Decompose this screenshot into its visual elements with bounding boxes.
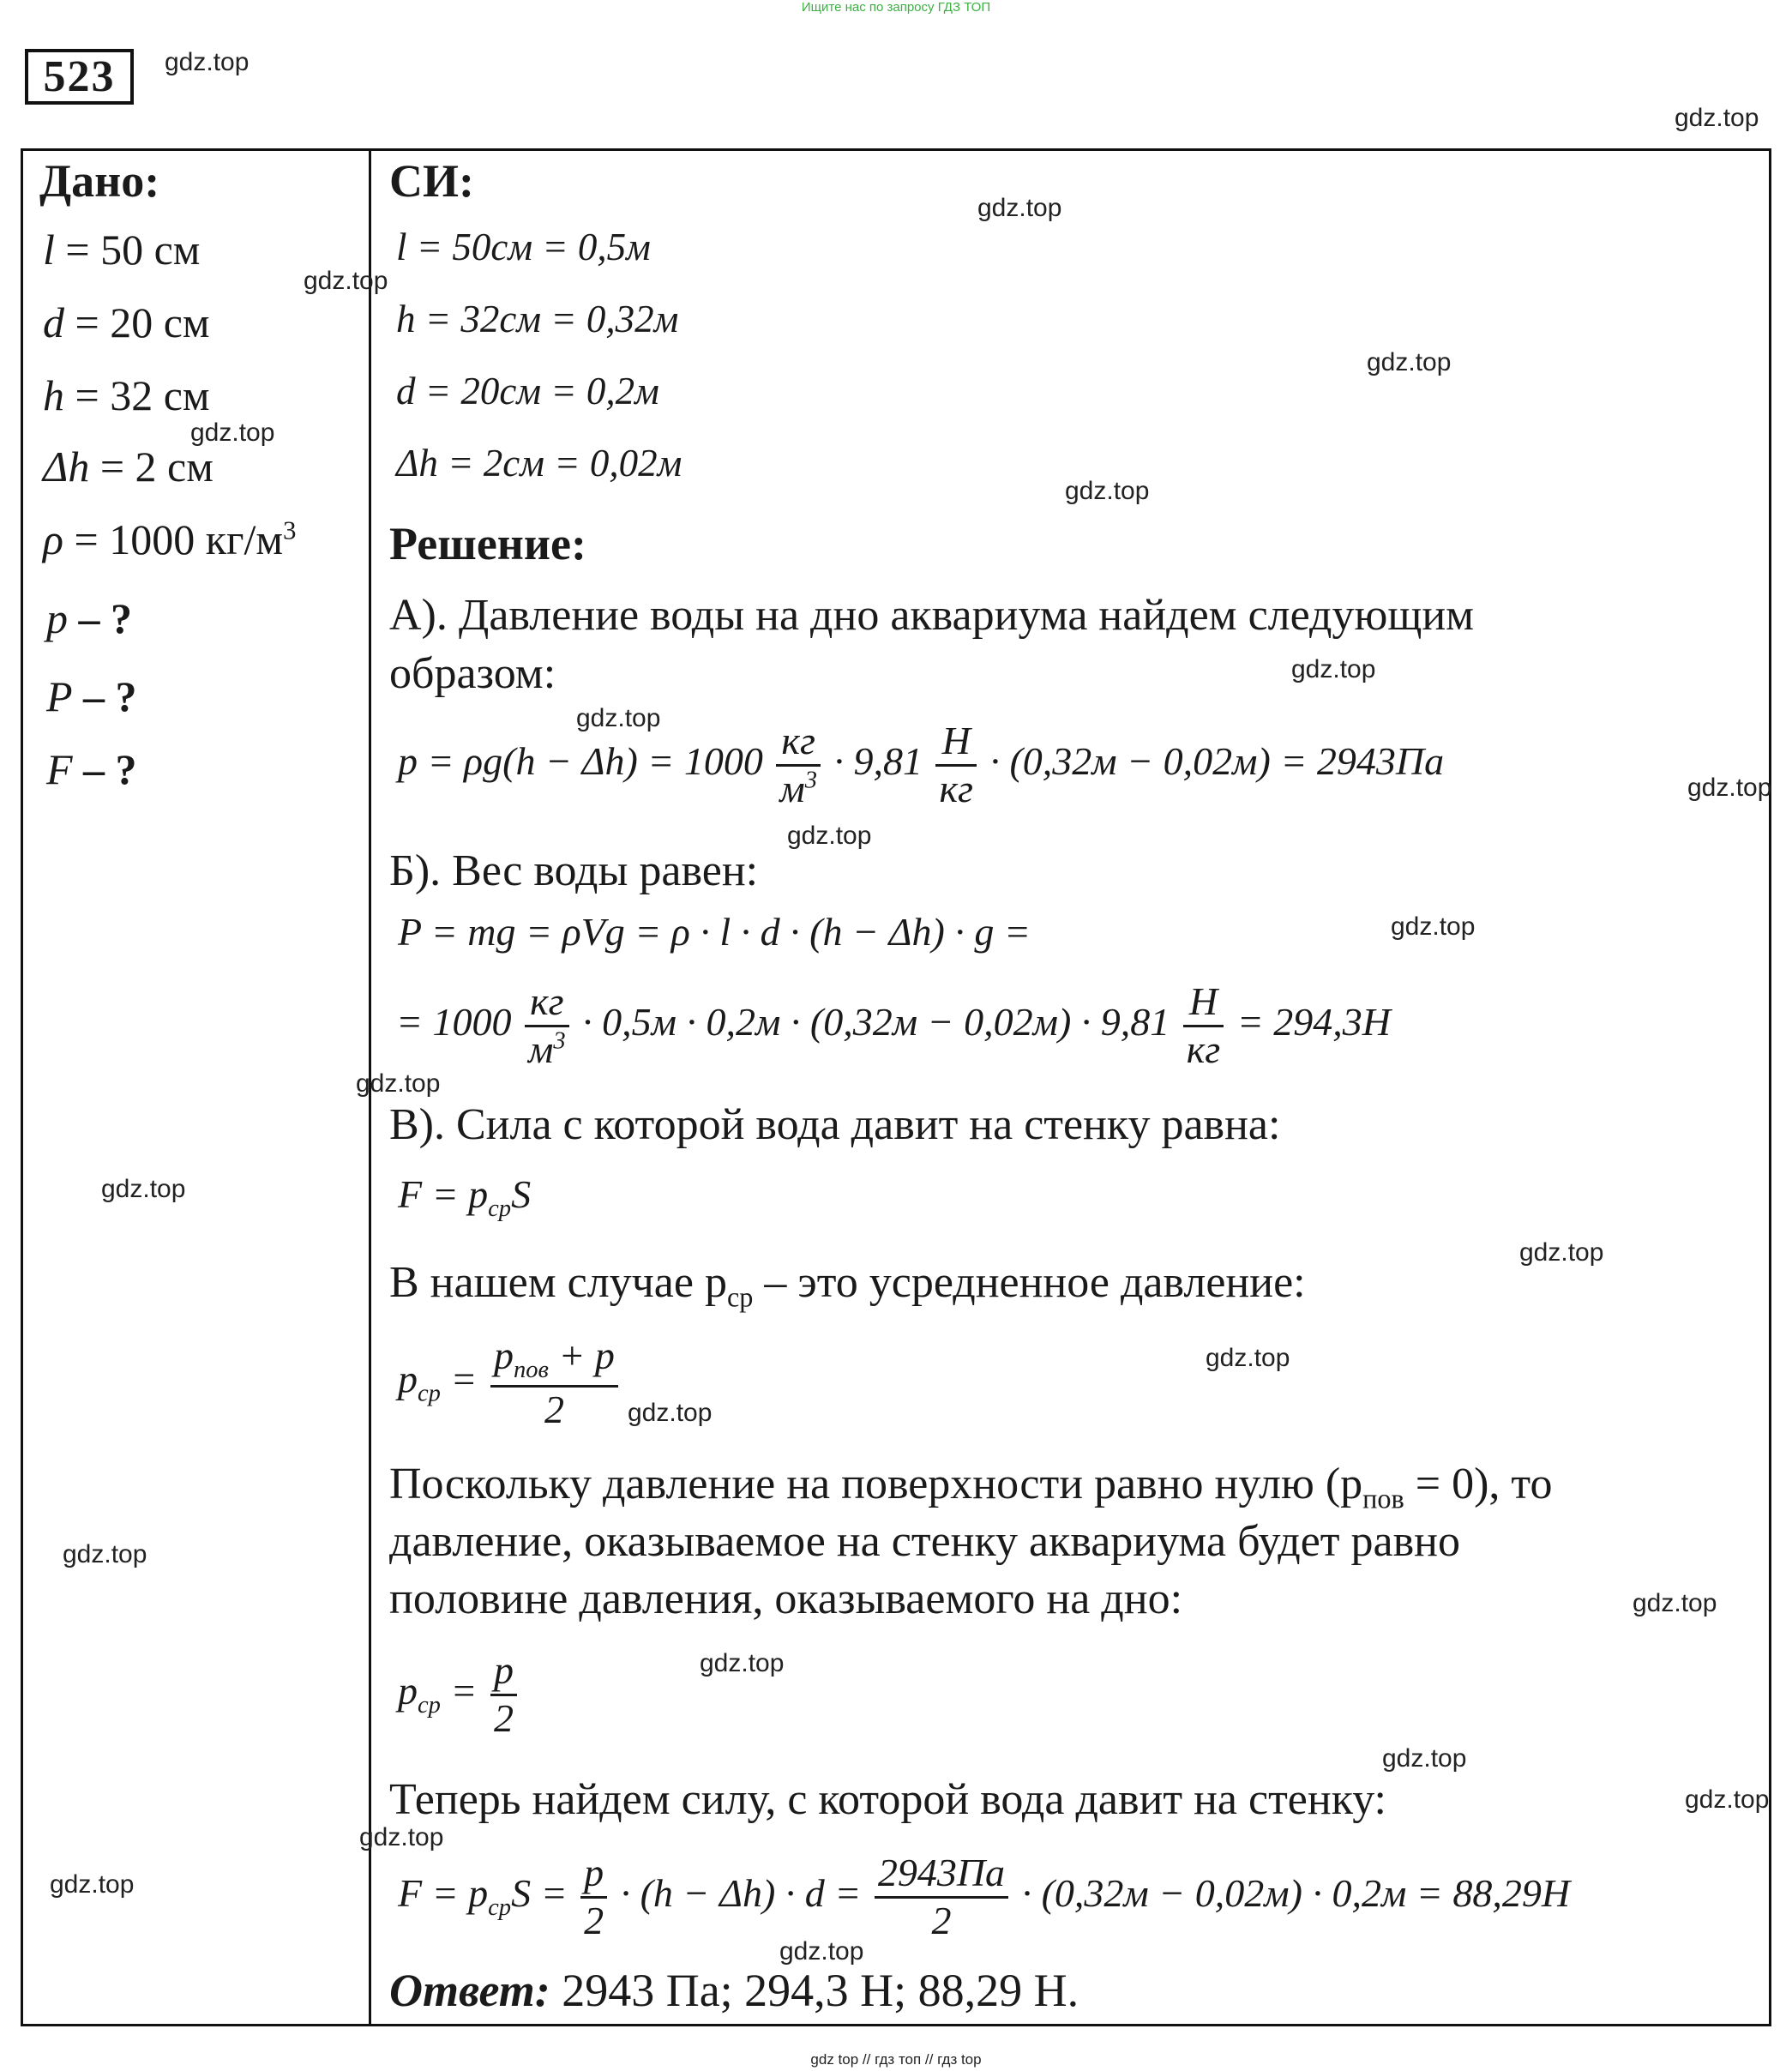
given-line-l: l = 50 см: [43, 226, 201, 274]
given-unknown-weight: P – ?: [46, 672, 137, 720]
fraction-n-per-kg: $\frac{Н}{кг}$: [935, 719, 976, 812]
part-a-text-cont: образом:: [389, 649, 556, 698]
watermark: gdz.top: [1391, 912, 1476, 941]
force-text: Теперь найдем силу, с которой вода давит на стенку:: [389, 1775, 1386, 1824]
watermark: gdz.top: [977, 194, 1062, 222]
surface-pressure-text-line-2: давление, оказываемое на стенку аквариума будет равно: [389, 1517, 1460, 1566]
part-c-text: В). Сила с которой вода давит на стенку равна:: [389, 1100, 1281, 1149]
given-unknown-force: F – ?: [46, 745, 137, 793]
watermark: gdz.top: [1367, 348, 1452, 376]
watermark: gdz.top: [700, 1649, 785, 1677]
force-definition-formula: $F = p_{ср}S$: [398, 1172, 532, 1223]
watermark: gdz.top: [50, 1870, 135, 1899]
weight-formula-line-2: = 1000 $\frac{кг}{м^3}$ · 0,5м · 0,2м · (0,32м − 0,02м) · 9,81 $\frac{Н}{кг}$ = 294,3Н: [396, 979, 1392, 1071]
solution-header: Решение:: [389, 518, 586, 569]
watermark: gdz.top: [1065, 477, 1150, 505]
watermark: gdz.top: [1291, 655, 1376, 683]
fraction-n-per-kg: $\frac{Н}{кг}$: [1183, 979, 1224, 1073]
given-line-delta-h: Δh = 2 см: [43, 442, 213, 491]
si-header: СИ:: [389, 155, 474, 207]
si-line-l: l = 50см = 0,5м: [396, 226, 651, 268]
watermark: gdz.top: [779, 1937, 864, 1966]
fraction-kg-per-m3: $\frac{кг}{м^3}$: [776, 719, 821, 812]
watermark: gdz.top: [576, 704, 661, 732]
given-line-h: h = 32 см: [43, 371, 210, 419]
watermark: gdz.top: [1382, 1744, 1467, 1773]
watermark: gdz.top: [1685, 1785, 1770, 1814]
watermark: gdz.top: [628, 1399, 713, 1427]
surface-pressure-text-line-3: половине давления, оказываемого на дно:: [389, 1574, 1183, 1623]
fraction-kg-per-m3: $\frac{кг}{м^3}$: [525, 979, 569, 1073]
watermark: gdz.top: [190, 418, 275, 447]
watermark: gdz.top: [304, 267, 388, 295]
top-banner: Ищите нас по запросу ГДЗ ТОП: [801, 0, 991, 15]
average-pressure-formula: $p_{ср}$ = $\frac{p_{пов} + p}{2}$: [398, 1334, 622, 1433]
watermark: gdz.top: [101, 1175, 186, 1203]
watermark: gdz.top: [1633, 1589, 1717, 1617]
footer: gdz top // гдз топ // гдз top: [810, 2051, 982, 2068]
solution-table-frame: [21, 148, 1771, 2026]
si-line-d: d = 20см = 0,2м: [396, 370, 659, 412]
watermark: gdz.top: [1675, 104, 1759, 132]
given-unknown-p: p – ?: [46, 594, 132, 642]
surface-pressure-text: Поскольку давление на поверхности равно нулю $(p_{пов} = 0)$, то: [389, 1460, 1553, 1514]
half-pressure-formula: $p_{ср}$ = $\frac{p}{2}$: [398, 1648, 520, 1742]
given-line-rho: ρ = 1000 $кг/м^3$: [43, 515, 297, 563]
fraction-average: $\frac{p_{пов} + p}{2}$: [490, 1334, 618, 1433]
si-line-h: h = 32см = 0,32м: [396, 298, 679, 340]
watermark: gdz.top: [787, 822, 872, 850]
fraction-p-over-2: $\frac{p}{2}$: [580, 1851, 607, 1944]
fraction-2943-over-2: $\frac{2943Па}{2}$: [875, 1851, 1008, 1944]
given-header: Дано:: [39, 155, 160, 207]
si-line-delta-h: Δh = 2см = 0,02м: [396, 442, 683, 485]
part-a-text: А). Давление воды на дно аквариума найдем следующим: [389, 591, 1475, 640]
pressure-formula: p = ρg(h − Δh) = 1000 $\frac{кг}{м^3}$ · 9,81 $\frac{Н}{кг}$ · (0,32м − 0,02м) = 2943Па: [398, 719, 1445, 810]
weight-formula-line-1: P = mg = ρVg = ρ · l · d · (h − Δh) · g =: [398, 910, 1031, 954]
average-pressure-text: В нашем случае $p_{ср}$ – это усредненное давление:: [389, 1258, 1306, 1313]
part-b-text: Б). Вес воды равен:: [389, 846, 759, 895]
watermark: gdz.top: [359, 1823, 444, 1851]
given-line-d: d = 20 см: [43, 298, 210, 346]
fraction-half: $\frac{p}{2}$: [490, 1648, 517, 1742]
answer-line: Ответ: 2943 Па; 294,3 Н; 88,29 Н.: [389, 1965, 1079, 2016]
watermark: gdz.top: [356, 1069, 441, 1098]
watermark: gdz.top: [165, 48, 250, 76]
watermark: gdz.top: [63, 1540, 147, 1568]
force-formula: $F = p_{ср}S$ = $\frac{p}{2}$ · (h − Δh) · d = $\frac{2943Па}{2}$ · (0,32м − 0,02м) · 0,2м = 88,29Н: [398, 1851, 1571, 1942]
watermark: gdz.top: [1519, 1238, 1604, 1267]
problem-number: 523: [25, 49, 134, 105]
watermark: gdz.top: [1206, 1344, 1290, 1372]
watermark: gdz.top: [1687, 774, 1772, 802]
